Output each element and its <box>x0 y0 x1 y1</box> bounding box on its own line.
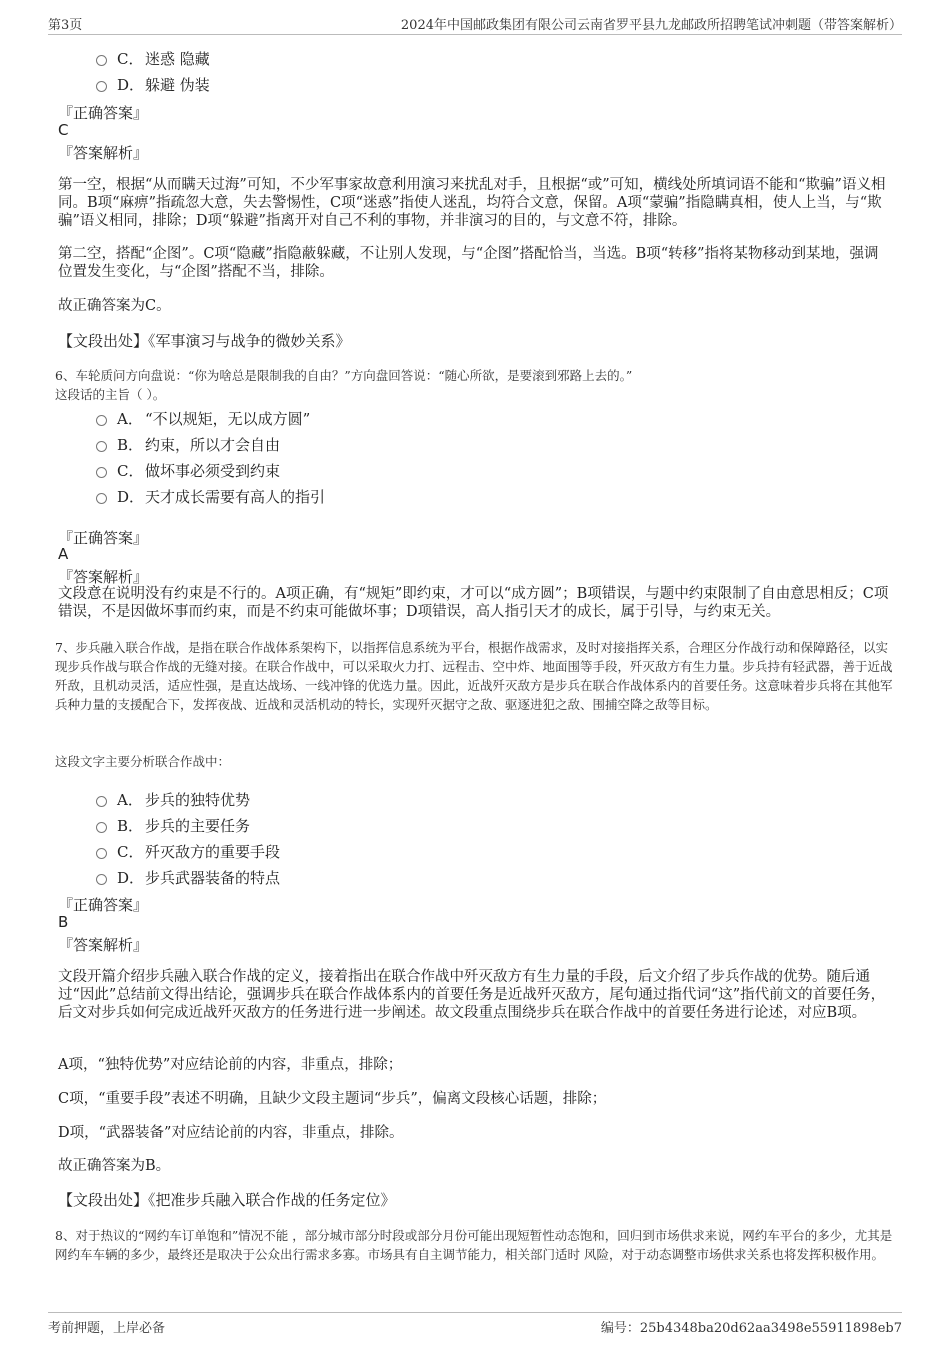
analysis-label: 『答案解析』 <box>58 936 149 954</box>
question-stem: 7、步兵融入联合作战，是指在联合作战体系架构下，以指挥信息系统为平台，根据作战需求，及时对接指挥关系，合理区分作战行动和保障路径，以实现步兵作战与联合作战的无缝对接。在联合作战中，可以采取火力打、远程击、空中炸、地面围等手段，歼灭敌方有生力量。步兵持有轻武器，善于近战歼敌，且机动灵活，适应性强，是直达战场、一线冲锋的优选力量。因此，近战歼灭敌方是步兵在联合作战体系内的首要任务。这意味着步兵将在其他军兵种力量的支援配合下，发挥夜战、近战和灵活机动的特长，实现歼灭据守之敌、驱逐进犯之敌、围捕空降之敌等目标。 <box>55 640 893 712</box>
option-c-q6[interactable]: C． 做坏事必须受到约束 <box>96 460 280 481</box>
analysis-paragraph: D项，“武器装备”对应结论前的内容，非重点，排除。 <box>58 1125 404 1141</box>
radio-icon[interactable] <box>96 493 107 504</box>
option-b-q6[interactable]: B． 约束，所以才会自由 <box>96 434 280 455</box>
source-citation: 【文段出处】《把准步兵融入联合作战的任务定位》 <box>58 1191 396 1209</box>
answer-value: A <box>58 545 69 563</box>
analysis-paragraph: 文段开篇介绍步兵融入联合作战的定义，接着指出在联合作战中歼灭敌方有生力量的手段，后文介绍了步兵作战的优势。随后通过“因此”总结前文得出结论，强调步兵在联合作战体系内的首要任务是近战歼灭敌方，尾句通过指代词“这”指代前文的首要任务，后文对步兵如何完成近战歼灭敌方的任务进行进一步阐述。故文段重点围绕步兵在联合作战中的首要任务进行论述，对应B项。 <box>58 969 886 1021</box>
answer-value: C <box>58 121 69 139</box>
answer-label: 『正确答案』 <box>58 104 149 122</box>
analysis-paragraph: 第二空，搭配“企图”。C项“隐藏”指隐蔽躲藏，不让别人发现，与“企图”搭配恰当，当选。B项“转移”指将某物移动到某地，强调位置发生变化，与“企图”搭配不当，排除。 <box>58 246 879 280</box>
option-b-q7[interactable]: B． 步兵的主要任务 <box>96 815 250 836</box>
answer-label: 『正确答案』 <box>58 529 149 547</box>
radio-icon[interactable] <box>96 441 107 452</box>
option-c-q7[interactable]: C． 歼灭敌方的重要手段 <box>96 841 280 862</box>
radio-icon[interactable] <box>96 55 107 66</box>
answer-label: 『正确答案』 <box>58 896 149 914</box>
radio-icon[interactable] <box>96 874 107 885</box>
page-footer <box>48 1312 902 1335</box>
option-a-q7[interactable]: A． 步兵的独特优势 <box>96 789 250 810</box>
question-stem: 6、车轮质问方向盘说：“你为啥总是限制我的自由？”方向盘回答说：“随心所欲，是要滚到邪路上去的。” <box>55 368 633 383</box>
option-c-q5[interactable]: C． 迷惑 隐藏 <box>96 48 210 69</box>
question-prompt: 这段文字主要分析联合作战中： <box>55 754 231 769</box>
page-header <box>48 12 902 35</box>
question-stem: 8、对于热议的“网约车订单饱和”情况不能 ，部分城市部分时段或部分月份可能出现短暂性动态饱和，回归到市场供求来说，网约车平台的多少，尤其是网约车车辆的多少，最终还是取决于公众出行需求多寡。市场具有自主调节能力，相关部门适时 风险，对于动态调整市场供求关系也将发挥积极作用。 <box>55 1228 893 1262</box>
option-d-q7[interactable]: D． 步兵武器装备的特点 <box>96 867 280 888</box>
analysis-label: 『答案解析』 <box>58 144 149 162</box>
analysis-conclusion: 故正确答案为B。 <box>58 1158 171 1174</box>
analysis-label: 『答案解析』 <box>58 568 149 586</box>
radio-icon[interactable] <box>96 81 107 92</box>
option-d-q5[interactable]: D． 躲避 伪装 <box>96 74 210 95</box>
footer-slogan: 考前押题，上岸必备 <box>48 1321 166 1336</box>
analysis-paragraph: 第一空，根据“从而瞒天过海”可知，不少军事家故意利用演习来扰乱对手，且根据“或”可知，横线处所填词语不能和“欺骗”语义相同。B项“麻痹”指疏忽大意，失去警惕性，C项“迷惑”指使人迷乱，均符合文意，保留。A项“蒙骗”指隐瞒真相，使人上当，与“欺骗”语义相同，排除；D项“躲避”指离开对自己不利的事物，并非演习的目的，与文意不符，排除。 <box>58 177 886 229</box>
answer-value: B <box>58 913 69 931</box>
radio-icon[interactable] <box>96 822 107 833</box>
document-title: 2024年中国邮政集团有限公司云南省罗平县九龙邮政所招聘笔试冲刺题（带答案解析） <box>400 18 902 33</box>
radio-icon[interactable] <box>96 415 107 426</box>
radio-icon[interactable] <box>96 796 107 807</box>
document-id: 编号：25b4348ba20d62aa3498e55911898eb7 <box>600 1321 902 1336</box>
analysis-paragraph: 文段意在说明没有约束是不行的。A项正确，有“规矩”即约束，才可以“成方圆”；B项错误，与题中约束限制了自由意思相反；C项错误，不是因做坏事而约束，而是不约束可能做坏事；D项错误，高人指引天才的成长，属于引导，与约束无关。 <box>58 586 889 620</box>
analysis-paragraph: C项，“重要手段”表述不明确，且缺少文段主题词“步兵”，偏离文段核心话题，排除； <box>58 1091 607 1107</box>
page-number: 第3页 <box>48 18 83 33</box>
radio-icon[interactable] <box>96 848 107 859</box>
option-a-q6[interactable]: A． “不以规矩，无以成方圆” <box>96 408 310 429</box>
analysis-conclusion: 故正确答案为C。 <box>58 298 171 314</box>
radio-icon[interactable] <box>96 467 107 478</box>
analysis-paragraph: A项，“独特优势”对应结论前的内容，非重点，排除； <box>58 1057 403 1073</box>
option-d-q6[interactable]: D． 天才成长需要有高人的指引 <box>96 486 325 507</box>
question-prompt: 这段话的主旨（ ）。 <box>55 387 166 402</box>
source-citation: 【文段出处】《军事演习与战争的微妙关系》 <box>58 332 351 350</box>
